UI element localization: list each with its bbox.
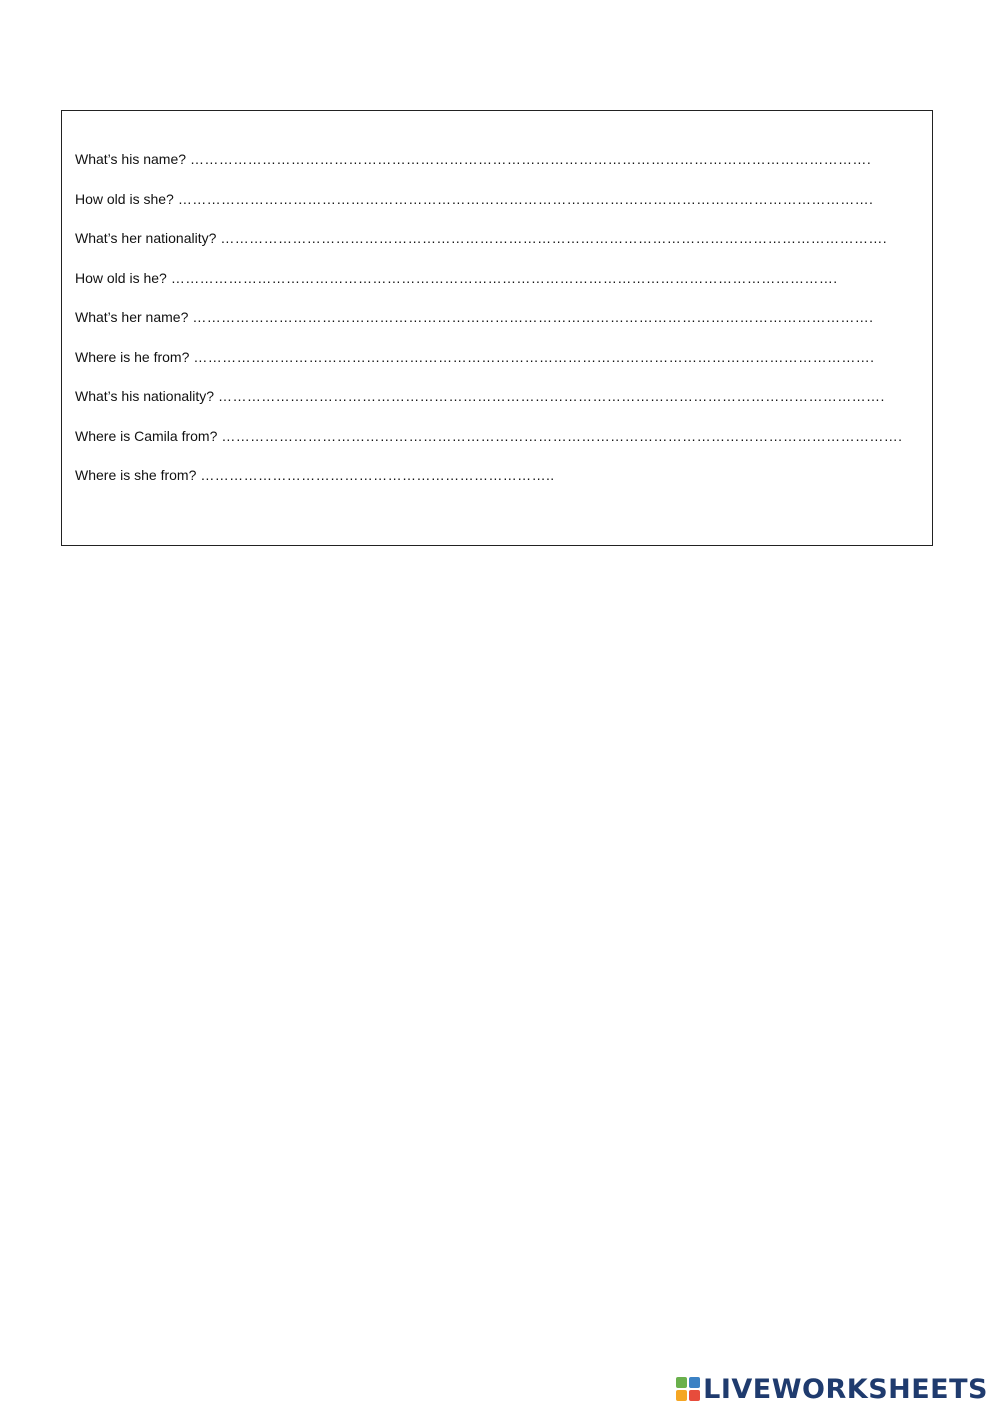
question-text: What’s her name?: [75, 309, 189, 325]
question-text: Where is she from?: [75, 467, 197, 483]
question-text: What’s her nationality?: [75, 230, 217, 246]
question-text: How old is she?: [75, 190, 174, 207]
liveworksheets-logo-icon: [676, 1377, 700, 1401]
answer-line[interactable]: …………………………………………………………………………………………………………………………….: [193, 348, 875, 365]
answer-line[interactable]: ………………………………………………………………………………………………………………………….: [170, 269, 838, 286]
answer-line[interactable]: ………………………………………………………………………………………………………………………….: [218, 388, 885, 404]
logo-tile-red: [689, 1390, 700, 1401]
question-list: [75, 149, 915, 505]
answer-line[interactable]: …………………………………………………………………………………………………………………………….: [190, 151, 872, 167]
brand-name: LIVEWORKSHEETS: [703, 1373, 988, 1405]
question-text: Where is he from?: [75, 348, 190, 365]
question-row: [75, 228, 915, 268]
answer-line[interactable]: ………………………………………………………………………………………………………………………….: [220, 230, 888, 246]
answer-line[interactable]: …………………………………………………………………………………………………………………………….: [192, 309, 874, 325]
logo-tile-orange: [676, 1390, 687, 1401]
question-row: [75, 465, 915, 505]
question-row: [75, 307, 915, 347]
questions-box: [61, 110, 933, 546]
question-text: How old is he?: [75, 269, 167, 286]
answer-line[interactable]: ………………………………………………………………..: [200, 467, 555, 483]
logo-tile-green: [676, 1377, 687, 1388]
liveworksheets-logo: [676, 1372, 988, 1406]
question-row: [75, 386, 915, 426]
answer-line[interactable]: …………………………………………………………………………………………………………………………….: [221, 427, 903, 444]
question-text: What’s his name?: [75, 151, 187, 167]
answer-line[interactable]: ……………………………………………………………………………………………………………………………….: [177, 190, 874, 207]
question-row: [75, 347, 915, 387]
question-text: Where is Camila from?: [75, 427, 218, 444]
question-row: [75, 426, 915, 466]
question-row: [75, 149, 915, 189]
question-text: What’s his nationality?: [75, 388, 215, 404]
logo-tile-blue: [689, 1377, 700, 1388]
question-row: [75, 268, 915, 308]
question-row: [75, 189, 915, 229]
